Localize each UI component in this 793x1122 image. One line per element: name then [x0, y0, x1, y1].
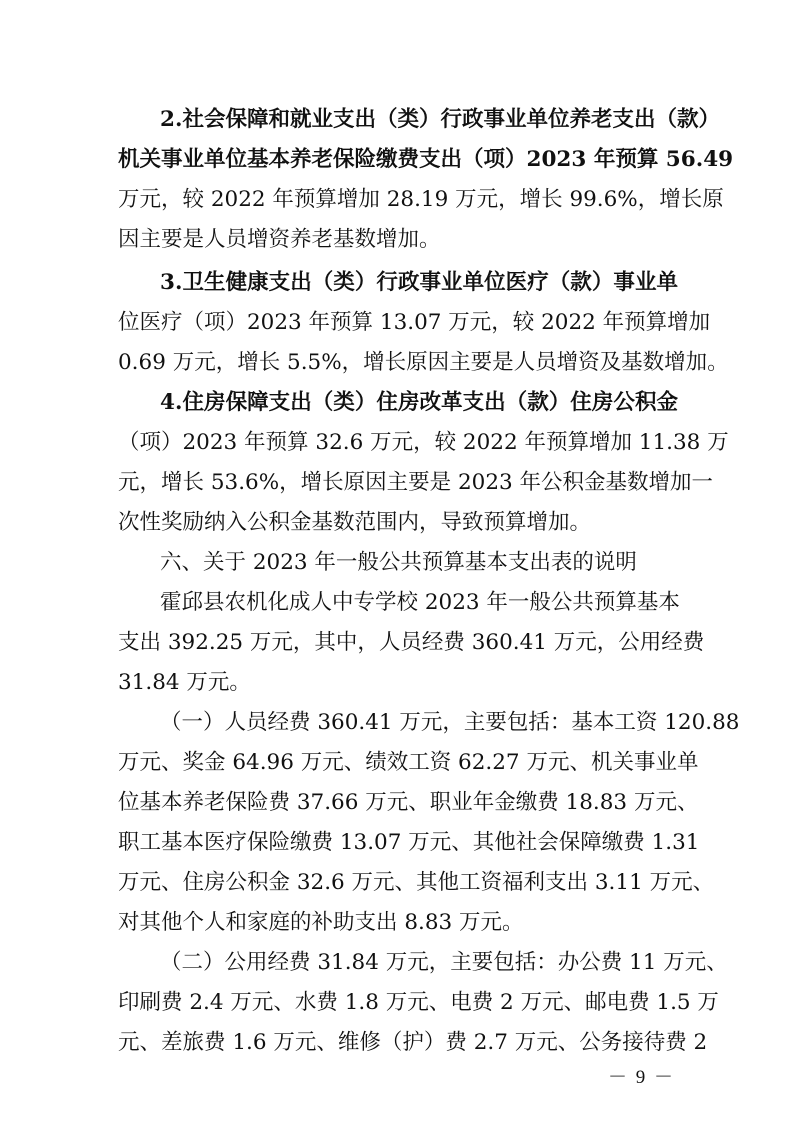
paragraph-line: 机关事业单位基本养老保险缴费支出（项）2023 年预算 56.49	[118, 147, 734, 172]
page-number: － 9 －	[607, 1067, 675, 1088]
paragraph-line: 霍邱县农机化成人中专学校 2023 年一般公共预算基本	[160, 590, 680, 615]
heading-item-4-line-1: 4.住房保障支出（类）住房改革支出（款）住房公积金	[160, 390, 678, 415]
subsection-personnel-line-1: （一）人员经费 360.41 万元，主要包括：基本工资 120.88	[160, 710, 740, 735]
paragraph-line: 位医疗（项）2023 年预算 13.07 万元，较 2022 年预算增加	[118, 310, 711, 335]
paragraph-line: 对其他个人和家庭的补助支出 8.83 万元。	[118, 910, 524, 935]
paragraph-line: 0.69 万元，增长 5.5%，增长原因主要是人员增资及基数增加。	[118, 350, 729, 375]
paragraph-line: 印刷费 2.4 万元、水费 1.8 万元、电费 2 万元、邮电费 1.5 万	[118, 990, 719, 1015]
paragraph-line: 位基本养老保险费 37.66 万元、职业年金缴费 18.83 万元、	[118, 790, 699, 815]
paragraph-line: 万元、住房公积金 32.6 万元、其他工资福利支出 3.11 万元、	[118, 870, 715, 895]
paragraph-line: 次性奖励纳入公积金基数范围内，导致预算增加。	[118, 510, 592, 535]
section-heading-six: 六、关于 2023 年一般公共预算基本支出表的说明	[160, 550, 637, 575]
heading-item-2-line-1: 2.社会保障和就业支出（类）行政事业单位养老支出（款）	[160, 107, 720, 132]
paragraph-line: 因主要是人员增资养老基数增加。	[118, 227, 441, 252]
paragraph-line: 职工基本医疗保险缴费 13.07 万元、其他社会保障缴费 1.31	[118, 830, 700, 855]
paragraph-line: 31.84 万元。	[118, 670, 251, 695]
paragraph-line: 支出 392.25 万元，其中，人员经费 360.41 万元，公用经费	[118, 630, 705, 655]
paragraph-line: 元、差旅费 1.6 万元、维修（护）费 2.7 万元、公务接待费 2	[118, 1030, 708, 1055]
paragraph-line: 万元、奖金 64.96 万元、绩效工资 62.27 万元、机关事业单	[118, 750, 699, 775]
paragraph-line: 万元，较 2022 年预算增加 28.19 万元，增长 99.6%，增长原	[118, 187, 724, 212]
heading-item-3-line-1: 3.卫生健康支出（类）行政事业单位医疗（款）事业单	[160, 270, 678, 295]
paragraph-line: 元，增长 53.6%，增长原因主要是 2023 年公积金基数增加一	[118, 470, 714, 495]
paragraph-line: （项）2023 年预算 32.6 万元，较 2022 年预算增加 11.38 万	[118, 430, 729, 455]
subsection-public-funds-line-1: （二）公用经费 31.84 万元，主要包括：办公费 11 万元、	[160, 950, 728, 975]
